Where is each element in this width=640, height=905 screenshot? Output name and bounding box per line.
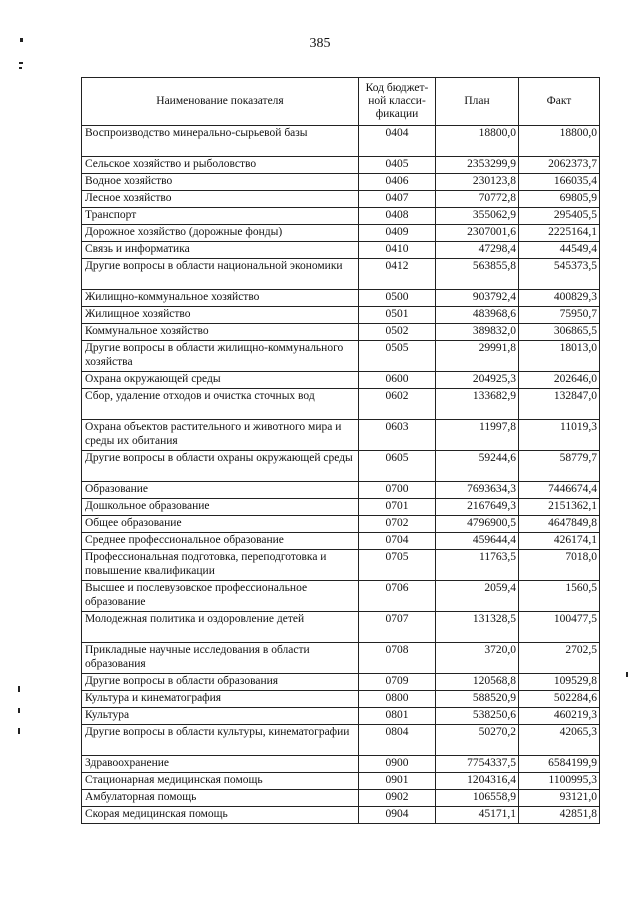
table-row (82, 225, 600, 242)
cell-plan: 588520,9 (436, 691, 519, 708)
cell-plan: 204925,3 (436, 372, 519, 389)
cell-plan: 7754337,5 (436, 756, 519, 773)
header-plan: План (436, 78, 519, 126)
table-row (82, 581, 600, 612)
cell-name: Амбулаторная помощь (82, 790, 359, 807)
cell-plan: 120568,8 (436, 674, 519, 691)
table-row (82, 341, 600, 372)
cell-plan: 2307001,6 (436, 225, 519, 242)
cell-code: 0412 (359, 259, 436, 290)
cell-code: 0409 (359, 225, 436, 242)
table-row (82, 807, 600, 824)
cell-code: 0404 (359, 126, 436, 157)
table-row (82, 208, 600, 225)
cell-name: Воспроизводство минерально-сырьевой базы (82, 126, 359, 157)
cell-fact: 11019,3 (519, 420, 600, 451)
cell-name: Другие вопросы в области национальной экономики (82, 259, 359, 290)
cell-fact: 93121,0 (519, 790, 600, 807)
table-row (82, 612, 600, 643)
cell-code: 0804 (359, 725, 436, 756)
cell-fact: 166035,4 (519, 174, 600, 191)
cell-name: Среднее профессиональное образование (82, 533, 359, 550)
cell-fact: 4647849,8 (519, 516, 600, 533)
cell-plan: 11997,8 (436, 420, 519, 451)
cell-plan: 2353299,9 (436, 157, 519, 174)
cell-fact: 426174,1 (519, 533, 600, 550)
cell-name: Образование (82, 482, 359, 499)
cell-code: 0603 (359, 420, 436, 451)
cell-fact: 400829,3 (519, 290, 600, 307)
cell-fact: 42065,3 (519, 725, 600, 756)
cell-name: Профессиональная подготовка, переподготовка и повышение квалификации (82, 550, 359, 581)
cell-name: Скорая медицинская помощь (82, 807, 359, 824)
cell-plan: 2167649,3 (436, 499, 519, 516)
cell-code: 0801 (359, 708, 436, 725)
cell-code: 0410 (359, 242, 436, 259)
table-row (82, 790, 600, 807)
cell-plan: 483968,6 (436, 307, 519, 324)
cell-fact: 69805,9 (519, 191, 600, 208)
table-row (82, 725, 600, 756)
cell-name: Стационарная медицинская помощь (82, 773, 359, 790)
table-row (82, 372, 600, 389)
table-row (82, 126, 600, 157)
cell-name: Другие вопросы в области образования (82, 674, 359, 691)
budget-table (81, 77, 600, 824)
cell-code: 0709 (359, 674, 436, 691)
cell-code: 0701 (359, 499, 436, 516)
header-name: Наименование показателя (82, 78, 359, 126)
table-row (82, 324, 600, 341)
cell-code: 0700 (359, 482, 436, 499)
table-row (82, 482, 600, 499)
cell-fact: 6584199,9 (519, 756, 600, 773)
cell-plan: 2059,4 (436, 581, 519, 612)
cell-fact: 502284,6 (519, 691, 600, 708)
cell-plan: 563855,8 (436, 259, 519, 290)
cell-name: Водное хозяйство (82, 174, 359, 191)
cell-code: 0904 (359, 807, 436, 824)
table-row (82, 157, 600, 174)
cell-plan: 47298,4 (436, 242, 519, 259)
cell-fact: 18800,0 (519, 126, 600, 157)
cell-plan: 50270,2 (436, 725, 519, 756)
cell-code: 0500 (359, 290, 436, 307)
cell-fact: 7446674,4 (519, 482, 600, 499)
cell-fact: 2151362,1 (519, 499, 600, 516)
table-row (82, 773, 600, 790)
cell-name: Жилищное хозяйство (82, 307, 359, 324)
cell-plan: 903792,4 (436, 290, 519, 307)
cell-name: Другие вопросы в области культуры, кинематографии (82, 725, 359, 756)
cell-fact: 460219,3 (519, 708, 600, 725)
cell-fact: 58779,7 (519, 451, 600, 482)
table-row (82, 451, 600, 482)
cell-plan: 7693634,3 (436, 482, 519, 499)
cell-name: Охрана объектов растительного и животного мира и среды их обитания (82, 420, 359, 451)
table-row (82, 191, 600, 208)
cell-fact: 132847,0 (519, 389, 600, 420)
table-row (82, 643, 600, 674)
cell-name: Коммунальное хозяйство (82, 324, 359, 341)
table-row (82, 499, 600, 516)
cell-fact: 2702,5 (519, 643, 600, 674)
cell-plan: 355062,9 (436, 208, 519, 225)
cell-plan: 4796900,5 (436, 516, 519, 533)
scan-speck (18, 728, 20, 734)
table-row (82, 691, 600, 708)
cell-code: 0707 (359, 612, 436, 643)
header-code: Код бюджет-ной класси-фикации (359, 78, 436, 126)
cell-plan: 106558,9 (436, 790, 519, 807)
cell-plan: 133682,9 (436, 389, 519, 420)
cell-fact: 1560,5 (519, 581, 600, 612)
scan-speck (19, 62, 23, 64)
table-row (82, 174, 600, 191)
cell-plan: 29991,8 (436, 341, 519, 372)
cell-name: Лесное хозяйство (82, 191, 359, 208)
cell-plan: 230123,8 (436, 174, 519, 191)
cell-fact: 75950,7 (519, 307, 600, 324)
cell-name: Сбор, удаление отходов и очистка сточных вод (82, 389, 359, 420)
cell-fact: 109529,8 (519, 674, 600, 691)
table-row (82, 420, 600, 451)
cell-code: 0705 (359, 550, 436, 581)
cell-plan: 459644,4 (436, 533, 519, 550)
cell-name: Другие вопросы в области охраны окружающей среды (82, 451, 359, 482)
cell-name: Жилищно-коммунальное хозяйство (82, 290, 359, 307)
cell-name: Высшее и послевузовское профессиональное образование (82, 581, 359, 612)
cell-name: Дорожное хозяйство (дорожные фонды) (82, 225, 359, 242)
cell-name: Прикладные научные исследования в области образования (82, 643, 359, 674)
cell-name: Связь и информатика (82, 242, 359, 259)
cell-code: 0408 (359, 208, 436, 225)
cell-code: 0900 (359, 756, 436, 773)
cell-fact: 545373,5 (519, 259, 600, 290)
cell-plan: 131328,5 (436, 612, 519, 643)
cell-fact: 2225164,1 (519, 225, 600, 242)
cell-code: 0407 (359, 191, 436, 208)
cell-code: 0600 (359, 372, 436, 389)
cell-name: Молодежная политика и оздоровление детей (82, 612, 359, 643)
cell-name: Охрана окружающей среды (82, 372, 359, 389)
cell-plan: 70772,8 (436, 191, 519, 208)
scan-speck (18, 686, 20, 692)
cell-code: 0901 (359, 773, 436, 790)
cell-name: Дошкольное образование (82, 499, 359, 516)
table-row (82, 259, 600, 290)
cell-code: 0502 (359, 324, 436, 341)
table-row (82, 756, 600, 773)
cell-plan: 389832,0 (436, 324, 519, 341)
cell-code: 0902 (359, 790, 436, 807)
cell-name: Транспорт (82, 208, 359, 225)
cell-code: 0605 (359, 451, 436, 482)
page-number: 385 (309, 36, 331, 51)
table-row (82, 389, 600, 420)
cell-name: Культура и кинематография (82, 691, 359, 708)
cell-name: Другие вопросы в области жилищно-коммунального хозяйства (82, 341, 359, 372)
cell-fact: 306865,5 (519, 324, 600, 341)
cell-name: Сельское хозяйство и рыболовство (82, 157, 359, 174)
cell-fact: 1100995,3 (519, 773, 600, 790)
cell-code: 0704 (359, 533, 436, 550)
cell-fact: 18013,0 (519, 341, 600, 372)
cell-plan: 59244,6 (436, 451, 519, 482)
header-fact: Факт (519, 78, 600, 126)
cell-code: 0405 (359, 157, 436, 174)
cell-name: Общее образование (82, 516, 359, 533)
cell-fact: 42851,8 (519, 807, 600, 824)
cell-code: 0406 (359, 174, 436, 191)
table-row (82, 290, 600, 307)
cell-fact: 2062373,7 (519, 157, 600, 174)
cell-fact: 44549,4 (519, 242, 600, 259)
cell-plan: 538250,6 (436, 708, 519, 725)
cell-fact: 202646,0 (519, 372, 600, 389)
table-header-row (82, 78, 600, 126)
table-row (82, 242, 600, 259)
cell-fact: 295405,5 (519, 208, 600, 225)
cell-code: 0505 (359, 341, 436, 372)
cell-plan: 11763,5 (436, 550, 519, 581)
table-row (82, 708, 600, 725)
table-row (82, 533, 600, 550)
cell-fact: 7018,0 (519, 550, 600, 581)
scan-speck (19, 67, 22, 69)
cell-fact: 100477,5 (519, 612, 600, 643)
cell-plan: 45171,1 (436, 807, 519, 824)
cell-name: Здравоохранение (82, 756, 359, 773)
table-row (82, 516, 600, 533)
scan-speck (626, 672, 628, 677)
cell-code: 0708 (359, 643, 436, 674)
cell-name: Культура (82, 708, 359, 725)
table-row (82, 550, 600, 581)
cell-code: 0702 (359, 516, 436, 533)
cell-plan: 3720,0 (436, 643, 519, 674)
cell-code: 0800 (359, 691, 436, 708)
table-row (82, 674, 600, 691)
cell-code: 0706 (359, 581, 436, 612)
table-row (82, 307, 600, 324)
cell-plan: 1204316,4 (436, 773, 519, 790)
cell-code: 0602 (359, 389, 436, 420)
cell-plan: 18800,0 (436, 126, 519, 157)
cell-code: 0501 (359, 307, 436, 324)
scan-speck (18, 708, 20, 713)
